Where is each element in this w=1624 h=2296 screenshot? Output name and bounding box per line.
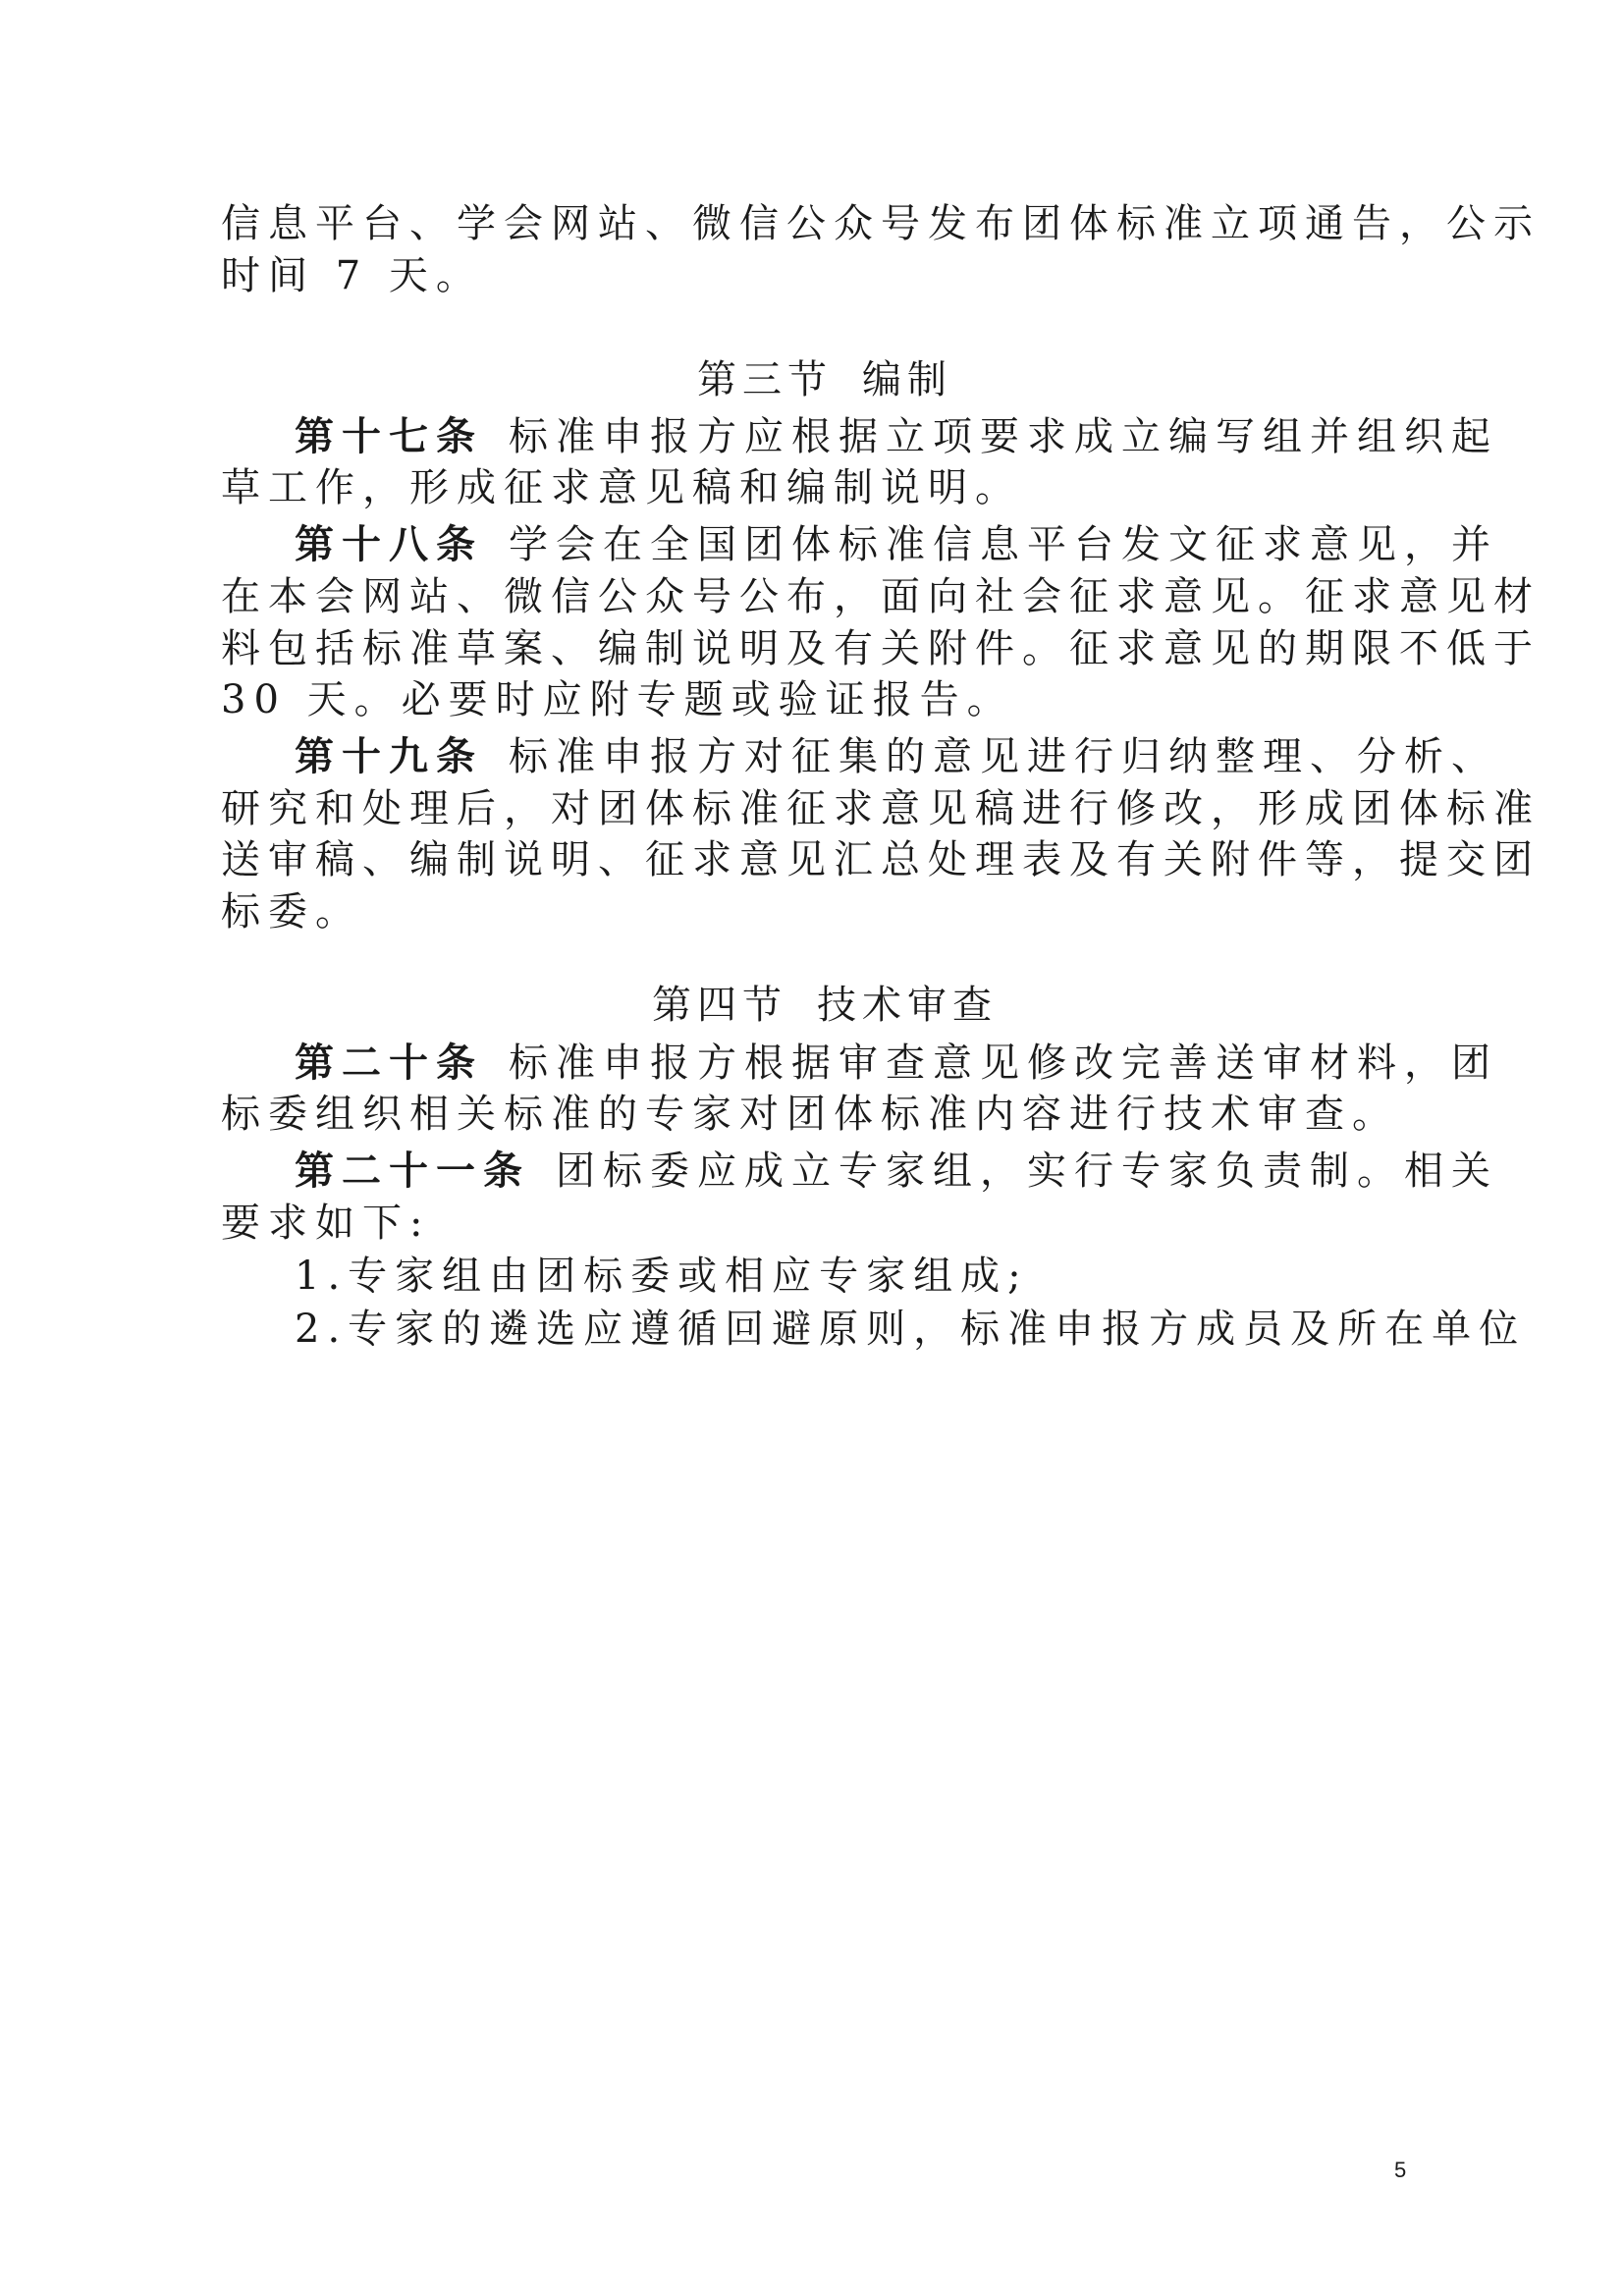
article-21-line: 第二十一条 团标委应成立专家组，实行专家负责制。相关 <box>295 1148 1498 1194</box>
article-19-line: 第十九条 标准申报方对征集的意见进行归纳整理、分析、 <box>295 733 1498 779</box>
article-label: 第十八条 <box>295 521 483 567</box>
page-number: 5 <box>1394 2158 1407 2182</box>
article-label: 第十七条 <box>295 413 483 459</box>
section-number: 第四节 <box>652 983 787 1028</box>
paragraph-line: 标委。 <box>221 889 362 934</box>
paragraph-line: 送审稿、编制说明、征求意见汇总处理表及有关附件等，提交团 <box>221 837 1541 882</box>
paragraph-line: 信息平台、学会网站、微信公众号发布团体标准立项通告，公示 <box>221 201 1541 246</box>
article-17-line: 第十七条 标准申报方应根据立项要求成立编写组并组织起 <box>295 413 1498 459</box>
paragraph-line: 要求如下: <box>221 1201 431 1246</box>
article-18-line: 第十八条 学会在全国团体标准信息平台发文征求意见，并 <box>295 521 1498 567</box>
paragraph-line: 研究和处理后，对团体标准征求意见稿进行修改，形成团体标准 <box>221 786 1541 831</box>
article-label: 第十九条 <box>295 733 483 779</box>
paragraph-line: 料包括标准草案、编制说明及有关附件。征求意见的期限不低于 <box>221 626 1541 671</box>
paragraph-line: 30 天。必要时应附专题或验证报告。 <box>221 677 1014 722</box>
list-item: 1.专家组由团标委或相应专家组成; <box>295 1254 1029 1299</box>
section-number: 第三节 <box>697 357 833 402</box>
paragraph-line: 在本会网站、微信公众号公布，面向社会征求意见。征求意见材 <box>221 574 1541 619</box>
article-label: 第二十一条 <box>295 1148 530 1194</box>
list-item: 2.专家的遴选应遵循回避原则，标准申报方成员及所在单位 <box>295 1307 1527 1352</box>
paragraph-line: 草工作，形成征求意见稿和编制说明。 <box>221 465 1022 510</box>
section-title: 编制 <box>862 357 952 402</box>
article-20-line: 第二十条 标准申报方根据审查意见修改完善送审材料，团 <box>295 1040 1498 1086</box>
article-label: 第二十条 <box>295 1040 483 1086</box>
paragraph-line: 标委组织相关标准的专家对团体标准内容进行技术审查。 <box>221 1092 1399 1137</box>
section-title: 技术审查 <box>817 983 998 1028</box>
paragraph-line: 时间 7 天。 <box>221 253 483 298</box>
